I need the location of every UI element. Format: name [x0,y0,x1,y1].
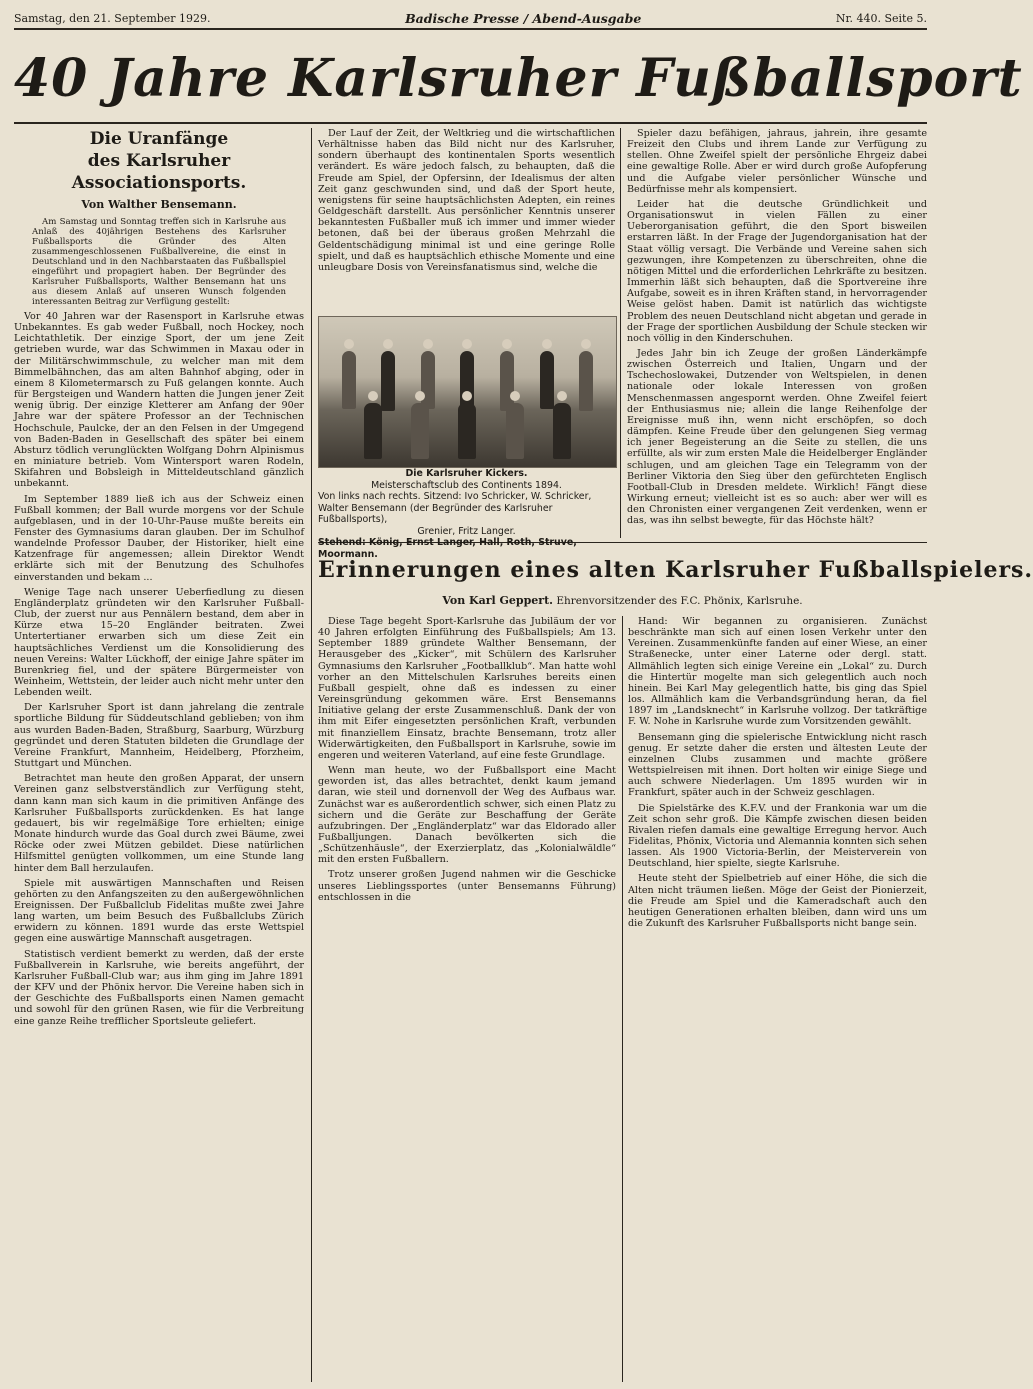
article-headline-line2: des Karlsruher Associationsports. [71,151,247,193]
article-paragraph: Leider hat die deutsche Gründlichkeit und Organisationswut in vielen Fällen zu einer Ueberorganisation geführt, die den Sport bisweilen erstarren läßt. In der Frage der Jugendorganisation hat der Staat völlig versagt. Die Verbände und Vereine sahen sich gezwungen, ihre Kompetenzen zu überschreiten, ohne die nötigen Mittel und die erforderlichen Lehrkräfte zu besitzen. Immerhin läßt sich behaupten, daß die Sportvereine ihre Aufgabe, soweit es in ihren Kräften stand, in hervorragender Weise gelöst haben. Damit ist natürlich das wichtigste Problem des neuen Deutschland nicht abgetan und gerade in der Frage der sportlichen Ausbildung der Schule stecken wir noch völlig in den Kinderschuhen. [627,198,927,344]
masthead-issue: Nr. 440. Seite 5. [835,11,927,25]
article-headline-line1: Die Uranfänge [89,129,229,149]
article-paragraph: Trotz unserer großen Jugend nahmen wir die Geschicke unseres Lieblingssportes (unter Bensemanns Führung) entschlossen in die [318,869,616,903]
article-paragraph: Spiele mit auswärtigen Mannschaften und Reisen gehörten zu den Anfangszeiten zu den außergewöhnlichen Ereignissen. Der Fußballclub Fidelitas mußte zwei Jahre lang warten, um beim Besuch des Fußballclubs Zürich erwidern zu können. 1891 wurde das erste Wettspiel gegen eine auswärtige Mannschaft ausgetragen. [14,877,304,945]
article-paragraph: Wenn man heute, wo der Fußballsport eine Macht geworden ist, das alles betrachtet, denkt kaum jemand daran, wie steil und dornenvoll der Weg des Aufbaus war. Zunächst war es außerordentlich schwer, sich einen Platz zu sichern und die Geräte zur Beschaffung der Geräte aufzubringen. Der „Engländerplatz“ war das Eldorado aller Fußballjungen. Danach bevölkerten sich die „Schützenhäusle“, der Exerzierplatz, das „Kolonialwäldle“ mit den ersten Fußballern. [318,765,616,866]
article2-author-role: Ehrenvorsitzender des F.C. Phönix, Karlsruhe. [556,595,803,607]
article-paragraph: Spieler dazu befähigen, jahraus, jahrein, ihre gesamte Freizeit den Clubs und ihrem Lande zur Verfügung zu stellen. Ohne Zweifel spielt der persönliche Ehrgeiz dabei eine gewaltige Rolle. Aber er wird durch große Aufopferung und die Aufgabe vieler persönlicher Wünsche und Bedürfnisse mehr als kompensiert. [627,128,927,195]
photo-caption-line: Walter Bensemann (der Begründer des Karlsruher Fußballsports), [318,502,553,525]
article-paragraph: Vor 40 Jahren war der Rasensport in Karlsruhe etwas Unbekanntes. Es gab weder Fußball, noch Hockey, noch Leichtathletik. Der einzige Sport, der um jene Zeit getrieben wurde, war das Schwimmen in Maxau oder in der Militärschwimmschule, zu welcher man mit dem Bimmelbähnchen, das am alten Bahnhof abging, oder in einem 8 Kilometermarsch zu Fuß gelangen konnte. Auch für Bergsteigen und Wandern hatten die Jungen jener Zeit wenig übrig. Der einzige Kletterer am Anfang der 90er Jahre war der spätere Professor an der Technischen Hochschule, Paulcke, der an den Felsen in der Umgegend von Baden-Baden in Gesellschaft des später bei einem Absturz tödlich verunglückten Wolfgang Dohrn Alpinismus en miniature betrieb. Vom Wintersport waren Rodeln, Skifahren und Bobsleigh in Mitteldeutschland gänzlich unbekannt. [14,311,304,490]
masthead [14,8,927,30]
article2-author: Von Karl Geppert. [442,594,554,607]
headline-rule [14,122,927,124]
column-rule-1 [311,128,312,1382]
article-paragraph: Bensemann ging die spielerische Entwicklung nicht rasch genug. Er setzte daher die ersten und ältesten Leute der einzelnen Clubs zusammen und machte größere Wettspielreisen mit ihnen. Dort holten wir einige Siege und auch schwere Niederlagen. Um 1895 wurden wir in Frankfurt, später auch in der Schweiz geschlagen. [628,731,927,799]
article-bensemann-right [627,128,927,538]
masthead-date: Samstag, den 21. September 1929. [14,11,211,25]
article-paragraph: Die Spielstärke des K.F.V. und der Frankonia war um die Zeit schon sehr groß. Die Kämpfe zwischen diesen beiden Rivalen riefen damals eine gewaltige Erregung hervor. Auch Fidelitas, Phönix, Victoria und Alemannia konnten sich sehen lassen. Als 1900 Victoria-Berlin, der Meisterverein von Deutschland, hier spielte, siegte Karlsruhe. [628,802,927,870]
photo-caption-line: Von links nach rechts. Sitzend: Ivo Schricker, W. Schricker, [318,491,592,502]
article-paragraph: Der Lauf der Zeit, der Weltkrieg und die wirtschaftlichen Verhältnisse haben das Bild nicht nur des Karlsruher, sondern überhaupt des kontinentalen Sports wesentlich verändert. Es wäre jedoch falsch, zu behaupten, daß die Freude am Spiel, der Opfersinn, der Idealismus der alten Zeit ganz geschwunden sind, und daß der Sport heute, wenigstens für seine hauptsächlichsten Adepten, ein reines Geldgeschäft darstellt. Aus persönlicher Kenntnis unserer bekanntesten Fußballer muß ich immer und immer wieder betonen, daß bei der überaus großen Mehrzahl die Geldentschädigung minimal ist und eine geringe Rolle spielt, und daß es hauptsächlich ethische Momente und eine unleugbare Dosis von Vereinsfanatismus sind, welche die [318,128,615,273]
article-paragraph: Hand: Wir begannen zu organisieren. Zunächst beschränkte man sich auf einen losen Verkehr unter den Vereinen. Zusammenkünfte fanden auf einer Wiese, an einer Straßenecke, unter einer Laterne oder dergl. statt. Allmählich legten sich einige Vereine ein „Lokal“ zu. Durch die Hintertür mogelte man sich gelegentlich auch noch hinein. Bei Karl May gelegentlich hatte, bis ging das Spiel los. Allmählich kam die Verbandsgründung heran, da fiel 1897 im „Landsknecht“ in Karlsruhe vollzog. Der tatkräftige F. W. Nohe in Karlsruhe wurde zum Vorsitzenden gewählt. [628,616,927,728]
team-photo [318,316,617,468]
article2-headline: Erinnerungen eines alten Karlsruher Fußballspielers. [318,557,1033,583]
article-paragraph: Im September 1889 ließ ich aus der Schweiz einen Fußball kommen; der Ball wurde morgens vor der Schule aufgeblasen, und in der 10-Uhr-Pause mußte bereits ein Fenster des Gymnasiums daran glauben. Der im Schulhof wandelnde Professor Dauber, der Historiker, hielt eine Katzenfrage für angemessen; allein Direktor Wendt erklärte sich mit der Benutzung des Schulhofes einverstanden und bekam ... [14,493,304,583]
article-paragraph: Der Karlsruher Sport ist dann jahrelang die zentrale sportliche Bildung für Süddeutschland geblieben; von ihm aus wurden Baden-Baden, Straßburg, Saarburg, Würzburg gegründet und deren Statuten bildeten die Grundlage der Vereine Frankfurt, Mannheim, Heidelberg, Pforzheim, Stuttgart und München. [14,702,304,770]
article-intro: Am Samstag und Sonntag treffen sich in Karlsruhe aus Anlaß des 40jährigen Bestehens des Karlsruher Fußballsports die Gründer des Alten zusammengeschlossenen Fußballvereine, die einst in Deutschland und in den Nachbarstaaten das Fußballspiel eingeführt und propagiert haben. Der Begründer des Karlsruher Fußballsports, Walther Bensemann hat uns aus diesem Anlaß auf unseren Wunsch folgenden interessanten Beitrag zur Verfügung gestellt: [32,217,286,307]
photo-caption-subtitle: Meisterschaftsclub des Continents 1894. [371,479,562,491]
article2-column-1 [318,616,616,1382]
article2-column-2 [628,616,927,1382]
article-paragraph: Jedes Jahr bin ich Zeuge der großen Länderkämpfe zwischen Österreich und Italien, Ungarn und der Tschechoslowakei, Dutzender von Weltspielen, in denen nationale oder lokale Interessen von großen Menschenmassen angespornt werden. Ohne Zweifel feiert der Enthusiasmus nie; allein die lange Reihenfolge der Ereignisse muß ihn, wenn nicht erschöpfen, so doch dämpfen. Keine Freude über den gelungenen Sieg vermag ich jener Begeisterung an die Seite zu stellen, die uns erfüllte, als wir zum ersten Male die Heidelberger Engländer schlugen, und am gleichen Tage ein Telegramm von der Berliner Viktoria den Sieg über den gefürchteten Englisch Football-Club in Dresden meldete. Wirklich! Fängt diese Wirkung erneut; vielleicht ist es so auch: aber wer will es den Chronisten einer vergangenen Zeit verdenken, wenn er das, was ihn selbst bewegte, für das Höchste hält? [627,347,927,527]
article-paragraph: Wenige Tage nach unserer Ueberfiedlung zu diesen Engländerplatz gründeten wir den Karlsruher Fußball-Club, der zuerst nur aus Pennälern bestand, dem aber in Kürze etwa 15–20 Engländer beitraten. Zwei Untertertianer erwarben sich um diese Zeit ein hauptsächliches Verdienst um die Konsolidierung des neuen Vereins: Walter Lückhoff, der einige Jahre später im Burenkrieg fiel, und der spätere Bürgermeister von Weinheim, Wettstein, der leider auch nicht mehr unter den Lebenden weilt. [14,586,304,699]
article-bensemann-continued [318,128,615,312]
photo-caption [318,468,615,560]
article2-byline [318,594,927,610]
photo-caption-line: Stehend: König, Ernst Langer, Hall, Roth, Struve, Moormann. [318,537,577,560]
article-paragraph: Diese Tage begeht Sport-Karlsruhe das Jubiläum der vor 40 Jahren erfolgten Einführung des Fußballspiels; Am 13. September 1889 gründete Walther Bensemann, der Herausgeber des „Kicker“, mit Schülern des Karlsruher Gymnasiums den Karlsruher „Footballklub“. Man hatte wohl vorher an den Mittelschulen Karlsruhes bereits einen Fußball gespielt, ohne daß es indessen zu einer Vereinsgründung gekommen wäre. Erst Bensemanns Initiative gelang der erste Zusammenschluß. Dank der von ihm mit Eifer eingesetzten persönlichen Kraft, verbunden mit finanziellem Einsatz, brachte Bensemann, trotz aller Widerwärtigkeiten, den Fußballsport in Karlsruhe, sowie im engeren und weiteren Vaterland, auf eine feste Grundlage. [318,616,616,761]
masthead-title: Badische Presse / Abend-Ausgabe [405,10,642,26]
main-headline: 40 Jahre Karlsruher Fußballsport [14,48,1023,109]
column-rule-3 [622,616,623,1382]
article-paragraph: Betrachtet man heute den großen Apparat, der unsern Vereinen ganz selbstverständlich zur Verfügung steht, dann kann man sich kaum in die primitiven Anfänge des Karlsruher Fußballsports zurückdenken. Es hat lange gedauert, bis wir regelmäßige Tore erhielten; einige Monate hindurch wurde das Goal durch zwei Bäume, zwei Röcke oder zwei Mützen gebildet. Diese natürlichen Hilfsmittel genügten vollkommen, um eine Stunde lang hinter dem Ball herzulaufen. [14,773,304,874]
photo-caption-title: Die Karlsruher Kickers. [405,468,528,479]
article-paragraph: Statistisch verdient bemerkt zu werden, daß der erste Fußballverein in Karlsruhe, wie bereits angeführt, der Karlsruher Fußball-Club war; aus ihm ging im Jahre 1891 der KFV und der Phönix hervor. Die Vereine haben sich in der Geschichte des Fußballsports einen Namen gemacht und sowohl für den grünen Rasen, wie für die Verbreitung eine ganze Reihe trefflicher Sportsleute geliefert. [14,948,304,1027]
photo-caption-line: Grenier, Fritz Langer. [417,525,516,537]
article-bensemann [14,128,304,1382]
article-paragraph: Heute steht der Spielbetrieb auf einer Höhe, die sich die Alten nicht träumen ließen. Möge der Geist der Pionierzeit, die Freude am Spiel und die Kameradschaft auch den heutigen Generationen erhalten bleiben, dann wird uns um die Zukunft des Karlsruher Fußballsports nicht bange sein. [628,873,927,930]
column-rule-2 [620,128,621,538]
article-byline: Von Walther Bensemann. [81,198,237,211]
